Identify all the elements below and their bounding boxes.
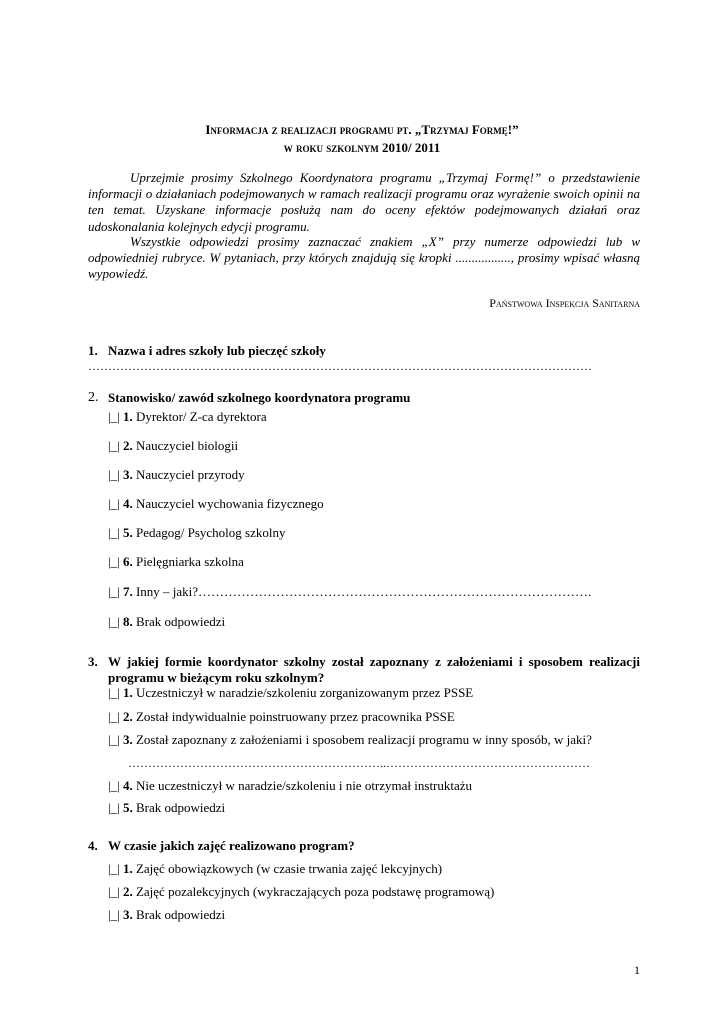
option-label: Zajęć obowiązkowych (w czasie trwania zajęć lekcyjnych) — [135, 861, 443, 876]
signature: Państwowa Inspekcja Sanitarna — [489, 296, 640, 310]
option-label: Został zapoznany z założeniami i sposobem realizacji programu w inny sposób, w jaki? — [135, 732, 592, 747]
option-2-1[interactable] — [108, 409, 267, 425]
question-text: Nazwa i adres szkoły lub pieczęć szkoły — [108, 343, 326, 358]
option-4-2[interactable] — [108, 884, 494, 900]
intro-text-2: Wszystkie odpowiedzi prosimy zaznaczać znakiem „X” przy numerze odpowiedzi lub w odpowiedniej rubryce. W pytaniach, przy których znajdują się kropki ................., prosimy wpisać własną wypowiedź. — [88, 234, 640, 282]
page-number: 1 — [634, 963, 640, 977]
option-number: 7. — [122, 584, 133, 599]
option-label: Pielęgniarka szkolna — [135, 554, 244, 569]
checkbox[interactable]: |_| — [108, 409, 120, 424]
question-text: Stanowisko/ zawód szkolnego koordynatora programu — [108, 390, 411, 405]
option-number: 3. — [122, 732, 133, 747]
option-number: 5. — [122, 800, 133, 815]
option-2-6[interactable] — [108, 554, 244, 570]
option-4-3[interactable] — [108, 907, 225, 923]
answer-dots-field[interactable]: ……………………………………………………………………………………………………………… — [88, 359, 592, 373]
option-number: 4. — [122, 496, 133, 511]
option-number: 1. — [122, 409, 133, 424]
checkbox[interactable]: |_| — [108, 584, 120, 599]
checkbox[interactable]: |_| — [108, 438, 120, 453]
option-number: 1. — [122, 685, 133, 700]
question-4 — [88, 838, 640, 854]
checkbox[interactable]: |_| — [108, 778, 120, 793]
option-2-3[interactable] — [108, 467, 245, 483]
checkbox[interactable]: |_| — [108, 496, 120, 511]
option-3-1[interactable] — [108, 685, 473, 701]
question-number: 2. — [88, 390, 99, 405]
option-3-5[interactable] — [108, 800, 225, 816]
option-2-8[interactable] — [108, 614, 225, 630]
option-label: Dyrektor/ Z-ca dyrektora — [135, 409, 267, 424]
option-2-2[interactable] — [108, 438, 238, 454]
option-number: 4. — [122, 778, 133, 793]
option-label: Zajęć pozalekcyjnych (wykraczających poza podstawę programową) — [135, 884, 495, 899]
checkbox[interactable]: |_| — [108, 554, 120, 569]
option-3-3[interactable] — [108, 732, 592, 748]
option-2-5[interactable] — [108, 525, 285, 541]
option-number: 2. — [122, 884, 133, 899]
question-2 — [88, 390, 640, 406]
checkbox[interactable]: |_| — [108, 732, 120, 747]
option-number: 2. — [122, 438, 133, 453]
option-label: Brak odpowiedzi — [135, 614, 226, 629]
checkbox[interactable]: |_| — [108, 614, 120, 629]
question-text: W czasie jakich zajęć realizowano program? — [108, 838, 355, 853]
checkbox[interactable]: |_| — [108, 467, 120, 482]
checkbox[interactable]: |_| — [108, 685, 120, 700]
option-label: Nie uczestniczył w naradzie/szkoleniu i nie otrzymał instruktażu — [135, 778, 473, 793]
option-number: 1. — [122, 861, 133, 876]
option-4-1[interactable] — [108, 861, 442, 877]
option-label: Brak odpowiedzi — [135, 800, 226, 815]
option-label: Brak odpowiedzi — [135, 907, 226, 922]
option-2-7[interactable] — [108, 584, 591, 600]
option-label: Pedagog/ Psycholog szkolny — [135, 525, 286, 540]
option-label: Uczestniczył w naradzie/szkoleniu zorganizowanym przez PSSE — [135, 685, 474, 700]
option-number: 6. — [122, 554, 133, 569]
intro-text-1: Uprzejmie prosimy Szkolnego Koordynatora programu „Trzymaj Formę!” o przedstawienie informacji o działaniach podejmowanych w ramach realizacji programu oraz wyrażenie swoich opinii na ten temat. Uzyskane informacje posłużą nam do oceny efektów podejmowanych działań oraz udoskonalania kolejnych edycji programu. — [88, 170, 640, 234]
option-3-2[interactable] — [108, 709, 455, 725]
question-number: 4. — [88, 838, 98, 853]
option-number: 3. — [122, 907, 133, 922]
option-label: Został indywidualnie poinstruowany przez pracownika PSSE — [135, 709, 455, 724]
option-label: Nauczyciel wychowania fizycznego — [135, 496, 324, 511]
question-number: 3. — [88, 654, 98, 669]
option-number: 8. — [122, 614, 133, 629]
document-title: Informacja z realizacji programu pt. „Trzymaj Formę!” — [205, 122, 519, 137]
intro-paragraph-2 — [88, 234, 640, 283]
question-3 — [88, 654, 640, 686]
intro-paragraph-1 — [88, 170, 640, 235]
checkbox[interactable]: |_| — [108, 884, 120, 899]
question-number: 1. — [88, 343, 98, 358]
option-3-4[interactable] — [108, 778, 472, 794]
answer-dots-field[interactable]: ………………………………………………………..…………………………………………… — [128, 756, 590, 770]
checkbox[interactable]: |_| — [108, 709, 120, 724]
option-number: 2. — [122, 709, 133, 724]
option-number: 5. — [122, 525, 133, 540]
option-number: 3. — [122, 467, 133, 482]
checkbox[interactable]: |_| — [108, 907, 120, 922]
option-label: Nauczyciel przyrody — [135, 467, 245, 482]
option-2-4[interactable] — [108, 496, 324, 512]
checkbox[interactable]: |_| — [108, 525, 120, 540]
checkbox[interactable]: |_| — [108, 800, 120, 815]
question-text: W jakiej formie koordynator szkolny został zapoznany z założeniami i sposobem realizacji programu w bieżącym roku szkolnym? — [108, 654, 640, 685]
question-1 — [88, 343, 640, 359]
option-label: Inny – jaki?………………………………………………………………………………. — [135, 584, 592, 599]
checkbox[interactable]: |_| — [108, 861, 120, 876]
document-subtitle: w roku szkolnym 2010/ 2011 — [283, 140, 441, 155]
option-label: Nauczyciel biologii — [135, 438, 239, 453]
